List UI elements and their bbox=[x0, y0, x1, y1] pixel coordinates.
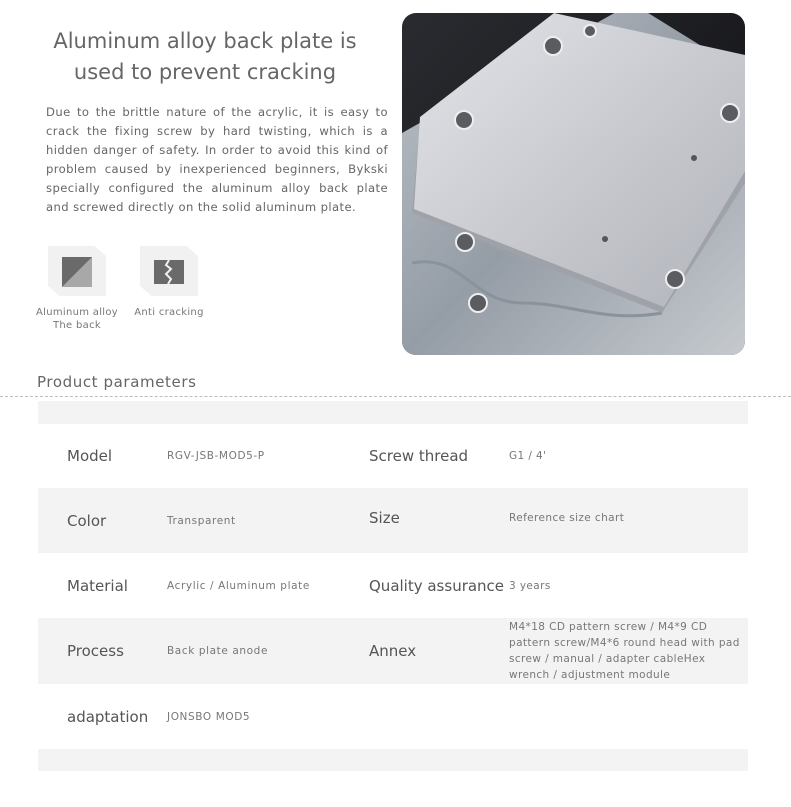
feature-label-line1: Aluminum alloy bbox=[36, 307, 118, 318]
param-key: Size bbox=[369, 508, 400, 527]
parameters-table bbox=[38, 401, 748, 771]
table-row bbox=[38, 488, 748, 553]
section-divider bbox=[0, 396, 791, 397]
param-key: Model bbox=[67, 447, 113, 465]
feature-heading: Aluminum alloy back plate is used to prevent cracking bbox=[53, 29, 357, 84]
feature-description: Due to the brittle nature of the acrylic, it is easy to crack the fixing screw by hard twisting, which is a hidden danger of safety. In order to avoid this kind of problem caused by inexperienced beginners, Bykski specially configured the aluminum alloy back plate and screwed directly on the solid aluminum plate. bbox=[46, 105, 388, 214]
param-value: 3 years bbox=[509, 579, 551, 592]
table-spacer-row bbox=[38, 749, 748, 771]
feature-label-line1: Anti cracking bbox=[134, 307, 204, 318]
param-key: Material bbox=[67, 576, 128, 595]
param-value: Back plate anode bbox=[167, 645, 268, 657]
param-value: JONSBO MOD5 bbox=[167, 710, 251, 723]
param-key: Screw thread bbox=[369, 447, 469, 465]
param-key: Quality assurance bbox=[369, 576, 505, 595]
table-row bbox=[38, 618, 748, 684]
feature-label bbox=[32, 306, 122, 332]
param-key: Annex bbox=[369, 642, 417, 660]
feature-aluminum-backplate bbox=[32, 246, 122, 332]
feature-label-line2: The back bbox=[53, 320, 101, 331]
aluminum-plate-icon bbox=[48, 246, 106, 296]
param-value: Reference size chart bbox=[509, 511, 625, 524]
feature-label bbox=[124, 306, 214, 319]
param-value: G1 / 4' bbox=[509, 450, 547, 462]
param-value: Transparent bbox=[167, 514, 236, 527]
param-value: Acrylic / Aluminum plate bbox=[167, 579, 310, 592]
anti-crack-icon bbox=[140, 246, 198, 296]
product-photo bbox=[402, 13, 745, 355]
param-value: M4*18 CD pattern screw / M4*9 CD pattern screw/M4*6 round head with pad screw / manual / adapter cableHex wrench / adjustment module bbox=[509, 621, 740, 681]
param-key: Process bbox=[67, 642, 124, 660]
param-key: adaptation bbox=[67, 707, 149, 726]
table-row bbox=[38, 684, 748, 749]
param-value: RGV-JSB-MOD5-P bbox=[167, 450, 265, 462]
feature-anti-cracking bbox=[124, 246, 214, 319]
table-spacer-row bbox=[38, 401, 748, 424]
param-key: Color bbox=[67, 511, 107, 530]
table-row bbox=[38, 424, 748, 488]
table-row bbox=[38, 553, 748, 618]
backplate-photo-illustration bbox=[402, 13, 745, 355]
product-parameters-title: Product parameters bbox=[37, 373, 197, 391]
